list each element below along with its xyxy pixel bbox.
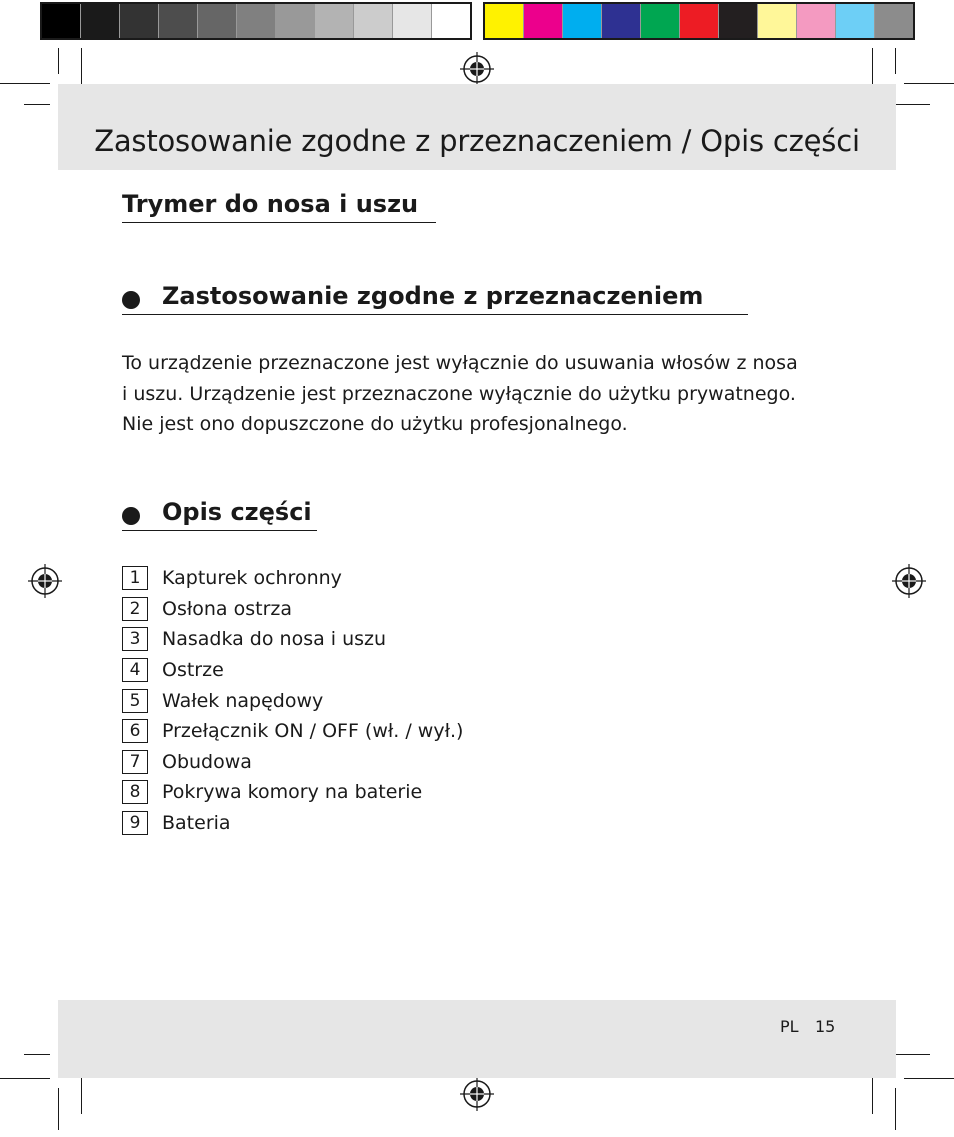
page-number: 15 [815, 1017, 836, 1036]
list-item [122, 563, 463, 594]
part-name: Pokrywa komory na baterie [162, 781, 423, 804]
gray-swatch [354, 4, 393, 38]
gray-swatch [198, 4, 237, 38]
part-number: 9 [122, 811, 148, 835]
crop-mark [58, 48, 59, 74]
language-code: PL [780, 1017, 799, 1036]
paragraph-line: i uszu. Urządzenie jest przeznaczone wyłącznie do użytku prywatnego. [122, 382, 796, 405]
gray-swatch [81, 4, 120, 38]
product-title: Trymer do nosa i uszu [122, 190, 436, 223]
part-name: Nasadka do nosa i uszu [162, 628, 387, 651]
gray-swatch [42, 4, 81, 38]
gray-swatch [120, 4, 159, 38]
cmyk-color-bar [483, 2, 915, 40]
gray-swatch [393, 4, 432, 38]
list-item [122, 624, 463, 655]
paragraph-line: To urządzenie przeznaczone jest wyłącznie do usuwania włosów z nosa [122, 352, 798, 374]
color-swatch [758, 4, 797, 38]
part-number: 8 [122, 780, 148, 804]
crop-mark [904, 83, 954, 84]
list-item [122, 808, 463, 839]
color-swatch [875, 4, 913, 38]
color-swatch [836, 4, 875, 38]
intended-use-paragraph [122, 348, 842, 440]
crop-mark [24, 104, 50, 105]
color-swatch [719, 4, 758, 38]
part-name: Ostrze [162, 659, 224, 682]
crop-mark [904, 1078, 954, 1079]
color-swatch [524, 4, 563, 38]
gray-swatch [159, 4, 198, 38]
registration-mark-icon [28, 564, 62, 598]
color-swatch [602, 4, 641, 38]
part-number: 4 [122, 658, 148, 682]
list-item [122, 777, 463, 808]
part-name: Przełącznik ON / OFF (wł. / wył.) [162, 720, 464, 743]
part-number: 3 [122, 627, 148, 651]
gray-swatch [315, 4, 354, 38]
parts-list [122, 563, 463, 838]
crop-mark [0, 1078, 50, 1079]
crop-mark [24, 1054, 50, 1055]
registration-mark-icon [460, 1077, 494, 1111]
part-name: Bateria [162, 812, 231, 835]
part-number: 1 [122, 566, 148, 590]
grayscale-color-bar [40, 2, 472, 40]
list-item [122, 594, 463, 625]
section-title: Zastosowanie zgodne z przeznaczeniem [122, 282, 748, 315]
color-swatch [641, 4, 680, 38]
list-item [122, 685, 463, 716]
part-name: Wałek napędowy [162, 689, 324, 712]
color-swatch [680, 4, 719, 38]
color-swatch [563, 4, 602, 38]
list-item [122, 747, 463, 778]
part-name: Osłona ostrza [162, 597, 293, 620]
gray-swatch [276, 4, 315, 38]
registration-mark-icon [460, 52, 494, 86]
color-swatch [797, 4, 836, 38]
crop-mark [0, 83, 50, 84]
registration-mark-icon [892, 564, 926, 598]
crop-mark [895, 48, 896, 74]
footer-band [58, 1000, 896, 1078]
part-name: Obudowa [162, 750, 252, 773]
color-swatch [485, 4, 524, 38]
list-item [122, 655, 463, 686]
part-number: 7 [122, 750, 148, 774]
crop-mark [81, 1072, 82, 1114]
gray-swatch [237, 4, 276, 38]
part-number: 2 [122, 597, 148, 621]
list-item [122, 716, 463, 747]
crop-mark [872, 1072, 873, 1114]
crop-mark [895, 1088, 896, 1130]
part-number: 6 [122, 719, 148, 743]
crop-mark [58, 1088, 59, 1130]
paragraph-line: Nie jest ono dopuszczone do użytku profesjonalnego. [122, 413, 628, 435]
section-title: Opis części [122, 498, 317, 531]
part-name: Kapturek ochronny [162, 567, 342, 590]
gray-swatch [432, 4, 470, 38]
part-number: 5 [122, 689, 148, 713]
page-title: Zastosowanie zgodne z przeznaczeniem / Opis części [94, 124, 860, 158]
